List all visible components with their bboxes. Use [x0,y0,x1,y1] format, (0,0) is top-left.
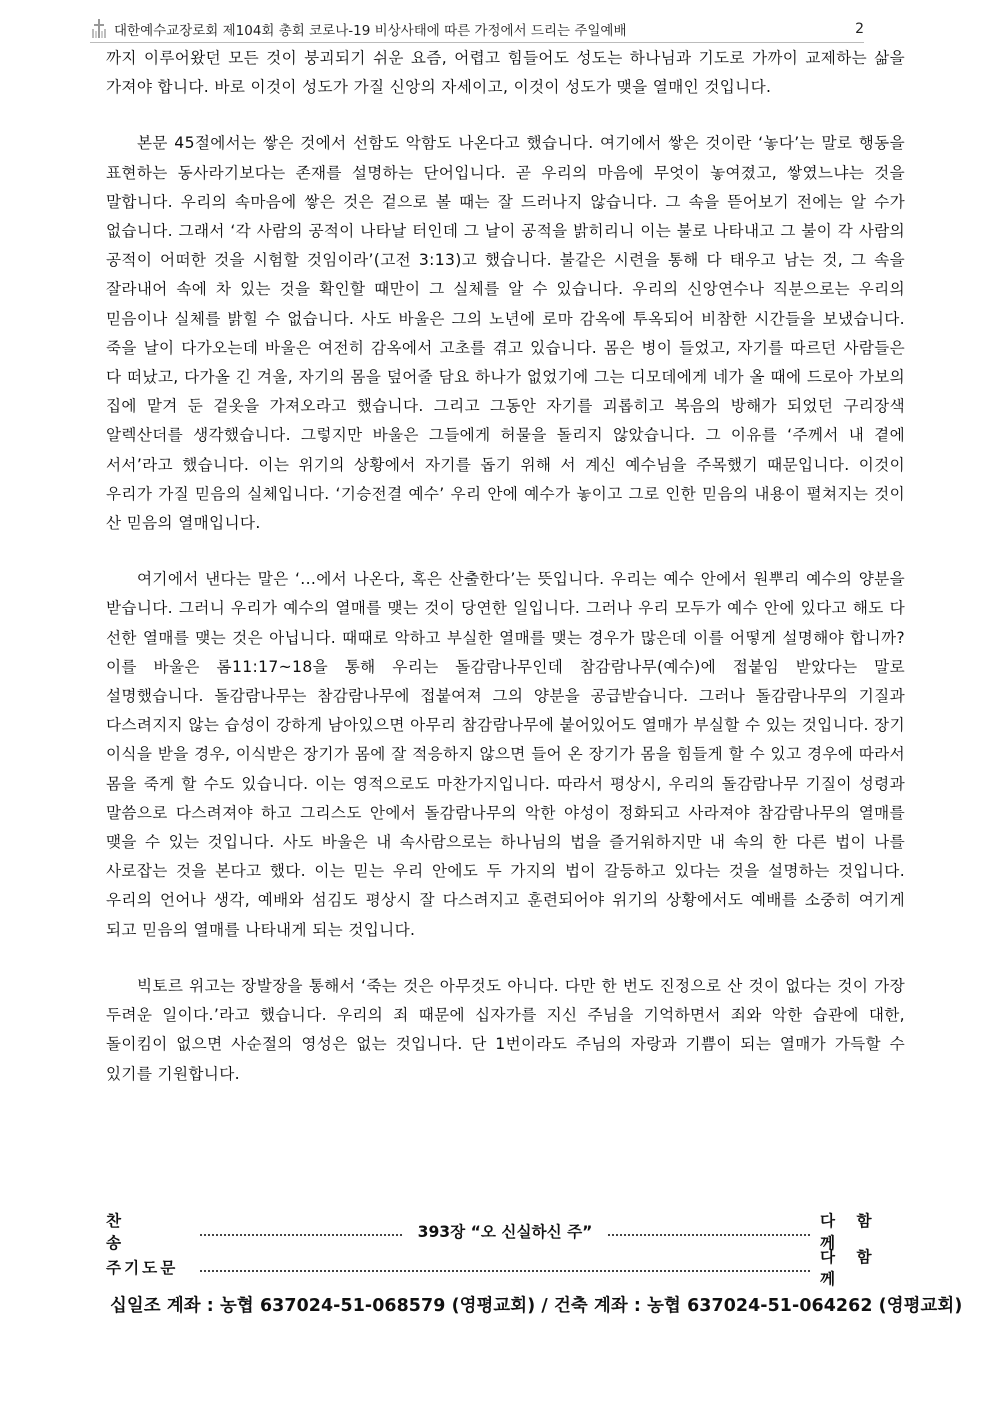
order-item-hymn [106,1212,902,1252]
order-item-label [106,1209,190,1253]
page-header [90,16,864,43]
church-logo-icon [90,18,108,40]
offering-account-info: 십일조 계좌 : 농협 637024-51-068579 (영평교회) / 건축 계좌 : 농협 637024-51-064262 (영평교회) [110,1296,963,1316]
paragraph: 까지 이루어왔던 모든 것이 붕괴되기 쉬운 요즘, 어렵고 힘들어도 성도는 하나님과 기도로 가까이 교제하는 삶을 가져야 합니다. 바로 이것이 성도가 가질 신앙의 자세이고, 이것이 성도가 맺을 열매인 것입니다. [106,49,905,97]
paragraph: 여기에서 낸다는 말은 ‘...에서 나온다, 혹은 산출한다’는 뜻입니다. 우리는 예수 안에서 원뿌리 예수의 양분을 받습니다. 그러니 우리가 예수의 열매를 맺는 것이 당연한 일입니다. 그러나 우리 모두가 예수 안에 있다고 해도 다 선한 열매를 맺는 것은 아닙니다. 때때로 악하고 부실한 열매를 맺는 경우가 많은데 이를 어떻게 설명해야 합니까? 이를 바울은 롬11:17~18을 통해 우리는 돌감람나무인데 참감람나무(예수)에 접붙임 받았다는 말로 설명했습니다. 돌감람나무는 참감람나무에 접붙여져 그의 양분을 공급받습니다. 그러나 돌감람나무의 기질과 다스려지지 않는 습성이 강하게 남아있으면 아무리 참감람나무에 붙어있어도 열매가 부실할 수 있는 것입니다. 장기 이식을 받을 경우, 이식받은 장기가 몸에 잘 적응하지 않으면 들어 온 장기가 몸을 힘들게 할 수 있고 경우에 따라서 몸을 죽게 할 수도 있습니다. 이는 영적으로도 마찬가지입니다. 따라서 평상시, 우리의 돌감람나무 기질이 성령과 말씀으로 다스려져야 하고 그리스도 안에서 돌감람나무의 악한 야성이 정화되고 사라져야 참감람나무의 열매를 맺을 수 있는 것입니다. 사도 바울은 내 속사람으로는 하나님의 법을 즐거워하지만 내 속의 한 다른 법이 나를 사로잡는 것을 본다고 했다. 이는 믿는 우리 안에도 두 가지의 법이 갈등하고 있다는 것을 설명하는 것입니다. 우리의 언어나 생각, 예배와 섬김도 평상시 잘 다스려지고 훈련되어야 위기의 상황에서도 예배를 소중히 여기게 되고 믿음의 열매를 나타내게 되는 것입니다. [106,570,905,939]
order-item-lords-prayer [106,1248,902,1288]
participants-text: 다 함 께 [820,1248,880,1288]
leader-dots [200,1234,402,1236]
order-item-label-text: 찬 송 [106,1212,156,1252]
paragraph: 빅토르 위고는 장발장을 통해서 ‘죽는 것은 아무것도 아니다. 다만 한 번도 진정으로 산 것이 없다는 것이 가장 두려운 일이다.’라고 했습니다. 우리의 죄 때문에 십자가를 지신 주님을 기억하면서 죄와 악한 습관에 대한, 돌이킴이 없으면 사순절의 영성은 없는 것입니다. 단 1번이라도 주님의 자랑과 기쁨이 되는 열매가 가득할 수 있기를 기원합니다. [106,976,905,1083]
order-item-label-text: 주기도문 [106,1259,179,1277]
page-number: 2 [855,21,864,37]
participants-text: 다 함 께 [820,1212,880,1252]
leader-dots [608,1234,810,1236]
sermon-body [106,44,905,1089]
order-item-participants [820,1245,902,1289]
order-item-label [106,1256,190,1278]
paragraph: 본문 45절에서는 쌓은 것에서 선함도 악함도 나온다고 했습니다. 여기에서 쌓은 것이란 ‘놓다’는 말로 행동을 표현하는 동사라기보다는 존재를 설명하는 단어입니다. 곧 우리의 마음에 무엇이 놓여졌고, 쌓였느냐는 것을 말합니다. 우리의 속마음에 쌓은 것은 겉으로 볼 때는 잘 드러나지 않습니다. 그 속을 뜯어보기 전에는 알 수가 없습니다. 그래서 ‘각 사람의 공적이 나타날 터인데 그 날이 공적을 밝히리니 이는 불로 나타내고 그 불이 각 사람의 공적이 어떠한 것을 시험할 것임이라’(고전 3:13)고 했습니다. 불같은 시련을 통해 다 태우고 남는 것, 그 속을 잘라내어 속에 차 있는 것을 확인할 때만이 그 실체를 알 수 있습니다. 우리의 신앙연수나 직분으로는 우리의 믿음이나 실체를 밝힐 수 없습니다. 사도 바울은 그의 노년에 로마 감옥에 투옥되어 비참한 시간들을 보냈습니다. 죽을 날이 다가오는데 바울은 여전히 감옥에서 고초를 겪고 있습니다. 몸은 병이 들었고, 자기를 따르던 사람들은 다 떠났고, 다가올 긴 겨울, 자기의 몸을 덮어줄 담요 하나가 없었기에 그는 디모데에게 네가 올 때에 드로아 가보의 집에 맡겨 둔 겉옷을 가져오라고 했습니다. 그리고 그동안 자기를 괴롭히고 복음의 방해가 되었던 구리장색 알렉산더를 생각했습니다. 그렇지만 바울은 그들에게 허물을 돌리지 않았습니다. 그 이유를 ‘주께서 내 곁에 서서’라고 했습니다. 이는 위기의 상황에서 자기를 돕기 위해 서 계신 예수님을 주목했기 때문입니다. 이것이 우리가 가질 믿음의 실체입니다. ‘기승전결 예수’ 우리 안에 예수가 놓이고 그로 인한 믿음의 내용이 펼쳐지는 것이 산 믿음의 열매입니다. [106,134,905,533]
leader-dots [200,1270,810,1272]
header-title: 대한예수교장로회 제104회 총회 코로나-19 비상사태에 따른 가정에서 드리는 주일예배 [114,23,627,39]
hymn-title: 393장 “오 신실하신 주” [417,1223,593,1241]
